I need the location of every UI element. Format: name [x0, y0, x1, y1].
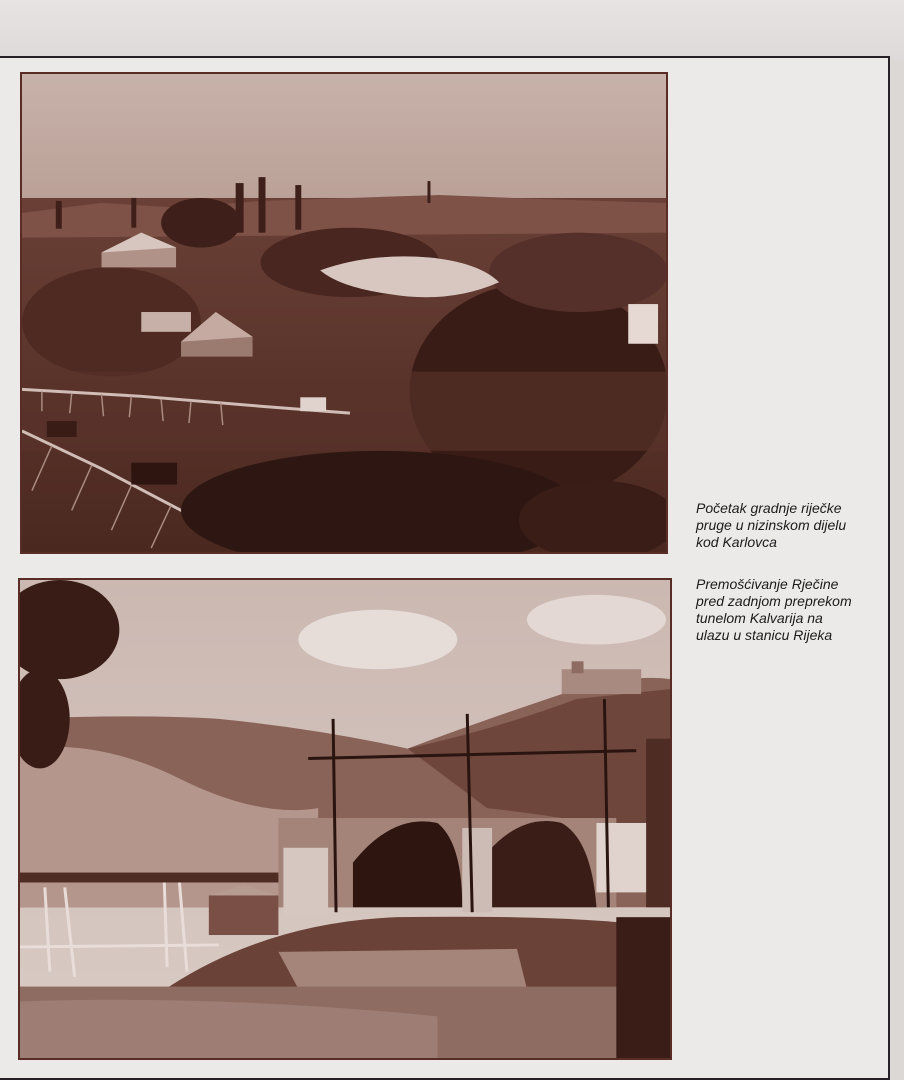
photo-rjecina-bridge-construction: [18, 578, 672, 1060]
sepia-landscape-photo: [22, 74, 666, 552]
photo-railway-construction-karlovac: [20, 72, 668, 554]
sepia-bridge-photo: [20, 580, 670, 1058]
caption-karlovac: Početak gradnje riječke pruge u nizinskom dijelu kod Karlovca: [696, 500, 847, 550]
caption-rjecina: Premošćivanje Rječine pred zadnjom preprekom tunelom Kalvarija na ulazu u stanicu Rijeka: [696, 576, 852, 643]
book-spine-strip: [0, 0, 904, 60]
